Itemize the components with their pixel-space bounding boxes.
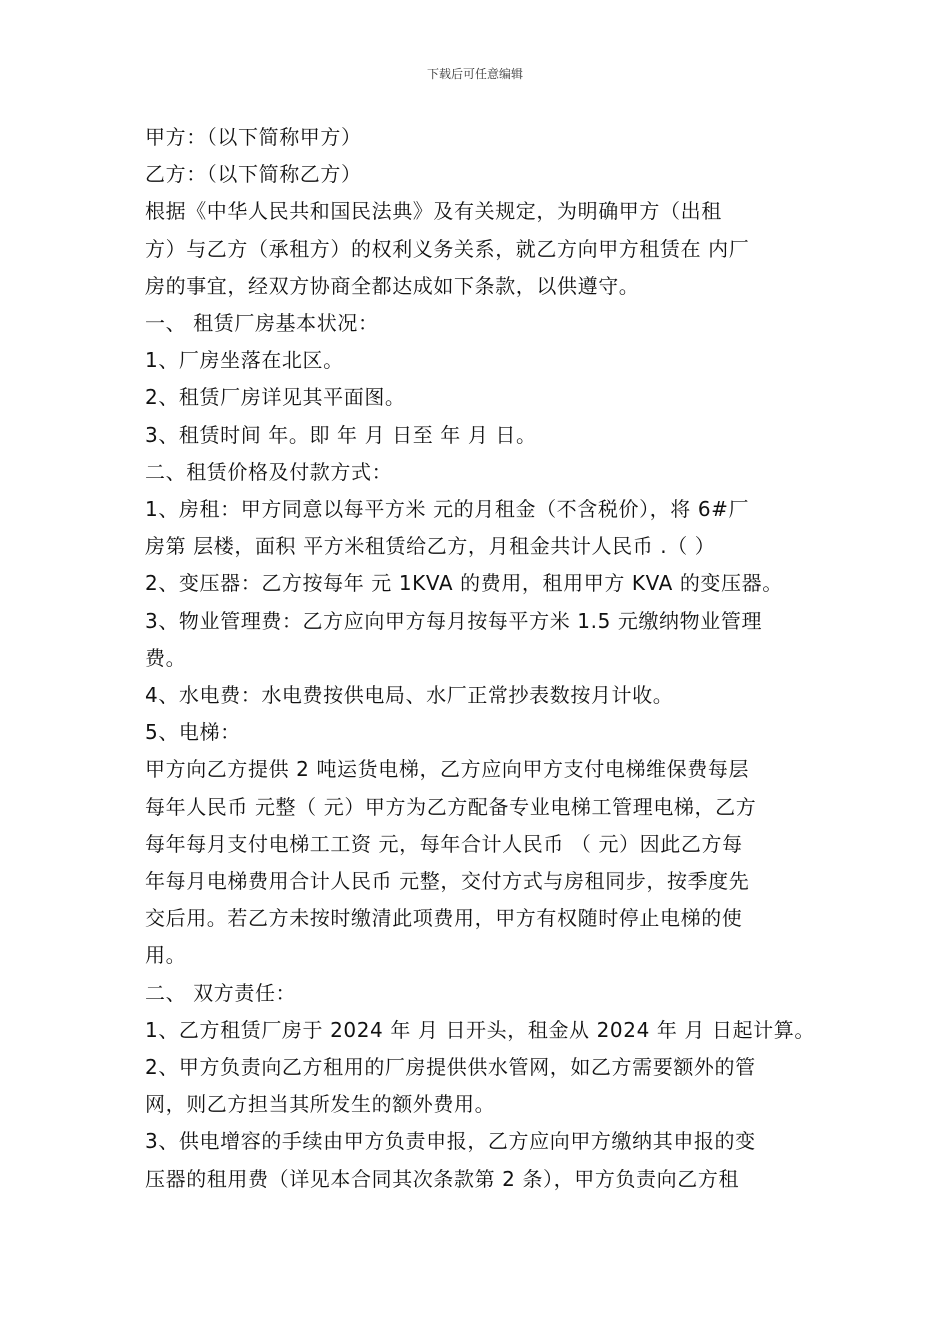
text-line: 甲方：（以下简称甲方） (145, 125, 362, 149)
text-line: 压器的租用费（详见本合同其次条款第 2 条），甲方负责向乙方租 (145, 1166, 740, 1191)
page-header-note: 下载后可任意编辑 (426, 67, 523, 81)
text-line: 2、租赁厂房详见其平面图。 (145, 385, 406, 410)
text-line: 交后用。若乙方未按时缴清此项费用，甲方有权随时停止电梯的使 (145, 906, 743, 931)
text-line: 5、电梯： (145, 720, 241, 745)
text-line: 方）与乙方（承租方）的权利义务关系，就乙方向甲方租赁在 内厂 (145, 236, 750, 261)
document-body (145, 119, 815, 1198)
text-line: 乙方：（以下简称乙方） (145, 162, 362, 187)
text-line: 费。 (145, 645, 187, 670)
section-heading: 一、 租赁厂房基本状况： (145, 311, 379, 336)
text-line: 3、供电增容的手续由甲方负责申报，乙方应向甲方缴纳其申报的变 (145, 1129, 756, 1154)
text-line: 甲方向乙方提供 2 吨运货电梯，乙方应向甲方支付电梯维保费每层 (145, 757, 750, 782)
text-line: 1、乙方租赁厂房于 2024 年 月 日开头，租金从 2024 年 月 日起计算。 (145, 1017, 815, 1042)
text-line: 1、房租：甲方同意以每平方米 元的月租金（不含税价），将 6#厂 (145, 497, 750, 522)
text-line: 2、变压器：乙方按每年 元 1KVA 的费用，租用甲方 KVA 的变压器。 (145, 571, 783, 596)
text-line: 4、水电费：水电费按供电局、水厂正常抄表数按月计收。 (145, 683, 674, 708)
text-line: 用。 (145, 943, 187, 968)
section-heading: 二、租赁价格及付款方式： (145, 459, 393, 484)
text-line: 年每月电梯费用合计人民币 元整，交付方式与房租同步，按季度先 (145, 869, 750, 894)
text-line: 每年人民币 元整（ 元）甲方为乙方配备专业电梯工管理电梯，乙方 (145, 794, 757, 819)
text-line: 3、租赁时间 年。即 年 月 日至 年 月 日。 (145, 422, 537, 447)
text-line: 3、物业管理费：乙方应向甲方每月按每平方米 1.5 元缴纳物业管理 (145, 608, 763, 633)
section-heading: 二、 双方责任： (145, 980, 297, 1005)
text-line: 网，则乙方担当其所发生的额外费用。 (145, 1092, 496, 1117)
text-line: 2、甲方负责向乙方租用的厂房提供供水管网，如乙方需要额外的管 (145, 1055, 756, 1080)
text-line: 1、厂房坐落在北区。 (145, 348, 344, 373)
text-line: 根据《中华人民共和国民法典》及有关规定，为明确甲方（出租 (145, 199, 722, 224)
text-line: 房第 层楼，面积 平方米租赁给乙方，月租金共计人民币 .（ ） (145, 534, 716, 559)
text-line: 每年每月支付电梯工工资 元，每年合计人民币 （ 元）因此乙方每 (145, 831, 743, 856)
text-line: 房的事宜，经双方协商全都达成如下条款，以供遵守。 (145, 273, 640, 298)
